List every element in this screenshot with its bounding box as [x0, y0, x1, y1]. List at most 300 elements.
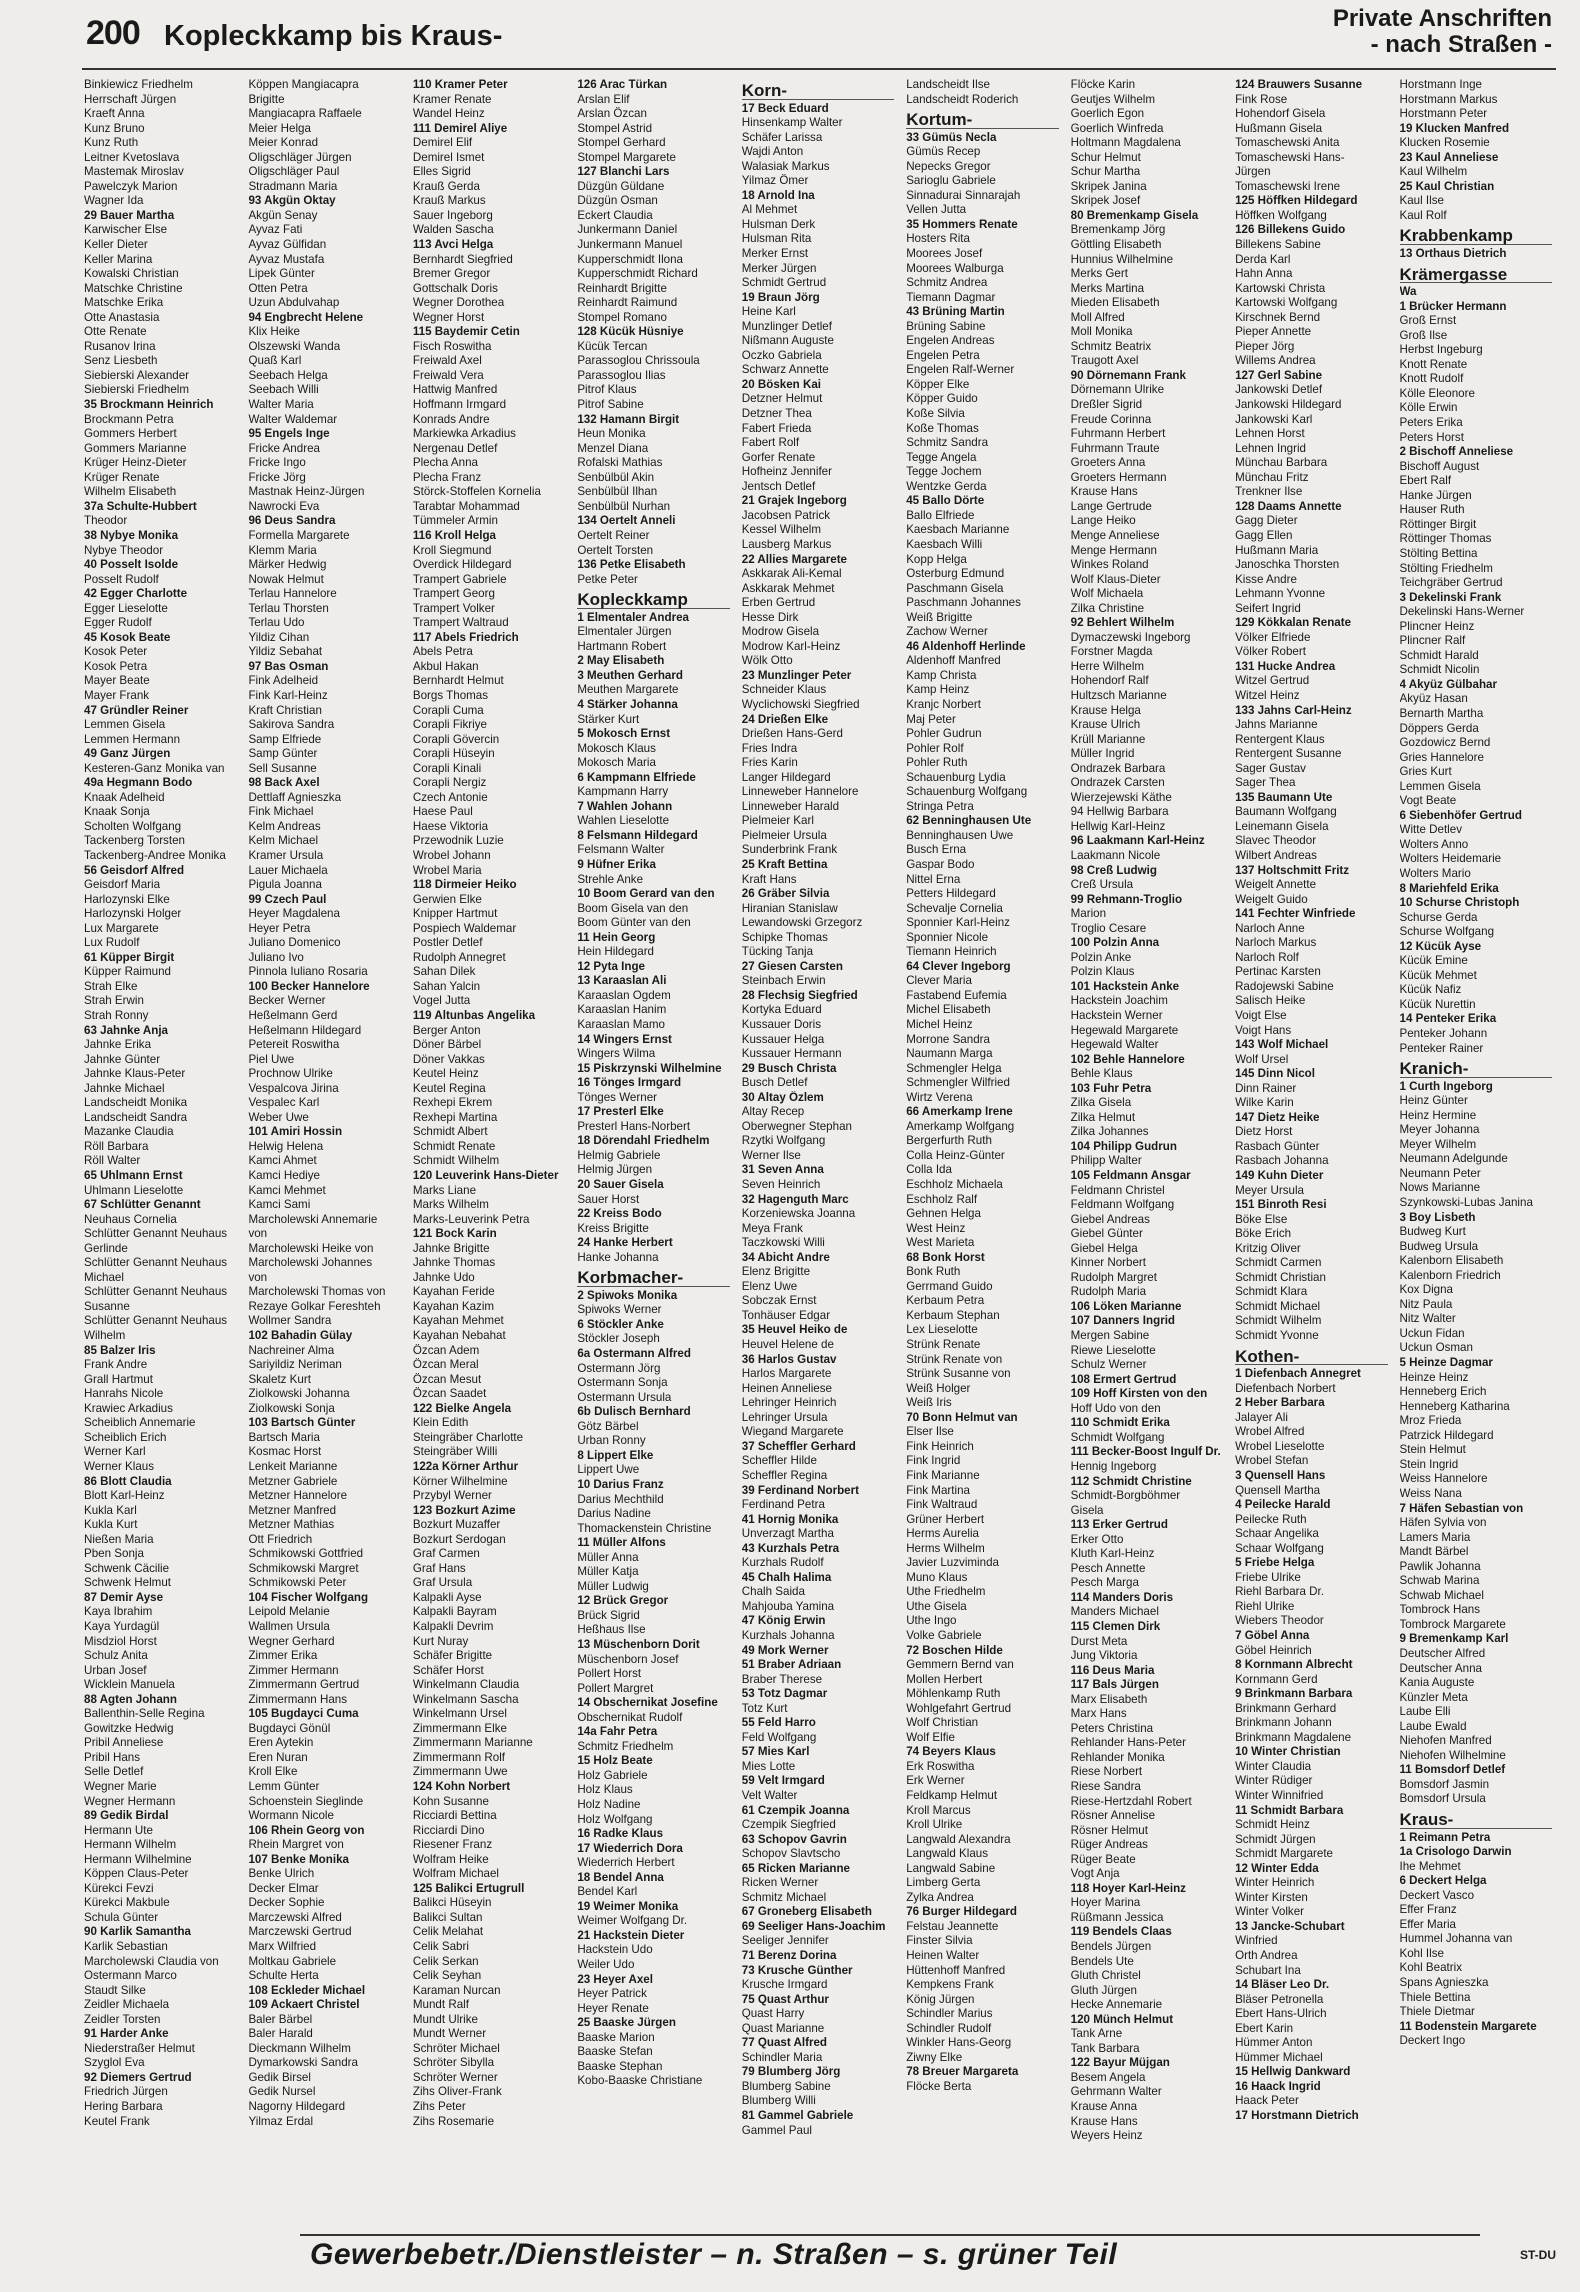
house-number-entry: 137 Holtschmitt Fritz [1235, 863, 1350, 877]
resident-entry: Feld Wolfgang [741, 1730, 817, 1744]
resident-entry: Marcholewski Annemarie [248, 1212, 378, 1226]
resident-entry: Laakmann Nicole [1070, 848, 1161, 862]
house-number-entry: 62 Benninghausen Ute [906, 814, 1032, 828]
resident-entry: Zihs Rosemarie [412, 2114, 495, 2128]
resident-entry: Kramer Ursula [248, 848, 324, 862]
house-number-entry: 41 Hornig Monika [741, 1512, 839, 1526]
resident-entry: Kussauer Doris [741, 1018, 822, 1031]
house-number-entry: 36 Harlos Gustav [741, 1352, 837, 1366]
resident-entry: Schindler Rudolf [906, 2021, 992, 2035]
resident-entry: Quaß Karl [248, 354, 302, 368]
resident-entry: Neumann Adelgunde [1399, 1152, 1508, 1166]
resident-entry: Celik Melahat [412, 1925, 484, 1939]
resident-entry: Hauser Ruth [1399, 503, 1465, 517]
resident-entry: Holz Klaus [577, 1783, 633, 1797]
resident-entry: Wegner Gerhard [248, 1634, 335, 1648]
resident-entry: Rzytki Wolfgang [741, 1134, 826, 1148]
resident-entry: Kürekci Makbule [84, 1896, 170, 1910]
resident-entry: Brinkmann Magdalene [1235, 1730, 1352, 1744]
resident-entry: Weyers Heinz [1070, 2129, 1143, 2143]
house-number-entry: 107 Benke Monika [248, 1852, 349, 1866]
resident-entry: Werner Ilse [741, 1148, 801, 1162]
resident-entry: Schäfer Brigitte [412, 1649, 493, 1663]
house-number-entry: 16 Radke Klaus [577, 1827, 664, 1841]
resident-entry: Wormann Nicole [248, 1809, 334, 1823]
resident-entry: Peilecke Ruth [1235, 1512, 1307, 1526]
resident-entry: Winkelmann Claudia [412, 1678, 520, 1692]
resident-entry: Plincner Ralf [1399, 634, 1466, 648]
resident-entry: Helmig Jürgen [577, 1163, 653, 1177]
resident-entry: Wolfram Michael [412, 1867, 499, 1881]
house-number-entry: 71 Berenz Dorina [741, 1949, 837, 1962]
resident-entry: Schmitz Beatrix [1070, 339, 1152, 353]
resident-entry: Heßhaus Ilse [577, 1623, 646, 1637]
resident-entry: Uckun Fidan [1399, 1326, 1465, 1340]
resident-entry: Juliano Domenico [248, 936, 341, 950]
house-number-entry: 118 Dirmeier Heiko [412, 878, 517, 892]
house-number-entry: 87 Demir Ayse [84, 1590, 164, 1604]
resident-entry: Köppen Claus-Peter [84, 1867, 189, 1881]
resident-entry: Zimmermann Elke [412, 1721, 507, 1735]
resident-entry: Askkarak Mehmet [741, 581, 835, 595]
resident-entry: Heuvel Helene de [741, 1338, 834, 1352]
resident-entry: Köpper Guido [906, 392, 978, 406]
resident-entry: Strehle Anke [577, 872, 644, 886]
resident-entry: Langer Hildegard [741, 770, 831, 784]
resident-entry: Hermann Wilhelmine [84, 1852, 192, 1866]
house-number-entry: 26 Gräber Silvia [741, 887, 830, 901]
resident-entry: Rehlander Hans-Peter [1070, 1736, 1186, 1750]
resident-entry: Zilka Johannes [1070, 1125, 1149, 1139]
resident-entry: Sponnier Nicole [906, 930, 989, 944]
resident-entry: Schmidt Wilhelm [412, 1154, 500, 1168]
resident-entry: Hahn Anna [1235, 267, 1293, 281]
resident-entry: Stölting Bettina [1399, 546, 1478, 560]
resident-entry: Quensell Martha [1235, 1483, 1321, 1497]
resident-entry: Gerlinde [84, 1241, 128, 1255]
resident-entry: Erben Gertrud [741, 596, 816, 610]
resident-entry: Meyer Johanna [1399, 1123, 1480, 1137]
resident-entry: Lex Lieselotte [906, 1323, 978, 1337]
house-number-entry: 91 Harder Anke [84, 2027, 169, 2041]
house-number-entry: 133 Jahns Carl-Heinz [1235, 703, 1352, 717]
resident-entry: Brüning Sabine [906, 319, 986, 333]
resident-entry: Ondrazek Barbara [1070, 761, 1166, 775]
resident-entry: Hackstein Werner [1070, 1009, 1163, 1022]
resident-entry: Narloch Anne [1235, 921, 1305, 935]
resident-entry: Winter Claudia [1235, 1759, 1312, 1773]
resident-entry: Bozkurt Muzaffer [412, 1518, 501, 1532]
resident-entry: Nowak Helmut [248, 572, 324, 586]
resident-entry: Baaske Marion [577, 2030, 655, 2044]
resident-entry: Schmikowski Margret [248, 1561, 359, 1575]
resident-entry: Ostermann Marco [84, 1969, 177, 1983]
resident-entry: Hinsenkamp Walter [741, 116, 843, 130]
resident-entry: Stringa Petra [906, 799, 974, 813]
house-number-entry: 13 Müschenborn Dorit [577, 1637, 700, 1651]
resident-entry: Pielmeier Karl [741, 814, 814, 828]
house-number-entry: 107 Danners Ingrid [1070, 1314, 1176, 1328]
resident-entry: Langwald Sabine [906, 1861, 996, 1875]
resident-entry: Tombrock Hans [1399, 1603, 1481, 1617]
resident-entry: Döppers Gerda [1399, 721, 1479, 735]
directory-column [84, 78, 236, 2200]
resident-entry: Kurzhals Rudolf [741, 1556, 824, 1570]
house-number-entry: 14a Fahr Petra [577, 1725, 658, 1739]
resident-entry: Schmengler Helga [906, 1061, 1002, 1075]
resident-entry: Kisse Andre [1235, 572, 1297, 586]
resident-entry: Senbülbül Ilhan [577, 485, 658, 499]
resident-entry: Wiebers Theodor [1235, 1614, 1324, 1628]
resident-entry: Celik Sabri [412, 1940, 469, 1953]
house-number-entry: 92 Diemers Gertrud [84, 2070, 192, 2084]
resident-entry: Mangiacapra Raffaele [248, 107, 362, 121]
resident-entry: Pitrof Klaus [577, 383, 637, 397]
house-number-entry: 11 Bodenstein Margarete [1399, 2019, 1537, 2033]
house-number-entry: 103 Fuhr Petra [1070, 1081, 1152, 1095]
resident-entry: 94 Hellwig Barbara [1070, 805, 1169, 819]
house-number-entry: 80 Bremenkamp Gisela [1070, 208, 1199, 222]
house-number-entry: 12 Pyta Inge [577, 959, 645, 973]
resident-entry: Krawiec Arkadius [84, 1401, 173, 1415]
resident-entry: West Marieta [906, 1236, 975, 1250]
house-number-entry: 76 Burger Hildegard [906, 1905, 1018, 1919]
resident-entry: Eren Nuran [248, 1750, 308, 1764]
resident-entry: Strah Erwin [84, 994, 144, 1008]
resident-entry: Kamci Mehmet [248, 1183, 326, 1197]
resident-entry: Wilbert Andreas [1235, 848, 1317, 862]
resident-entry: Schmikowski Peter [248, 1576, 347, 1590]
resident-entry: Mastnak Heinz-Jürgen [248, 485, 365, 499]
house-number-entry: 74 Beyers Klaus [906, 1745, 996, 1759]
resident-entry: Jacobsen Patrick [741, 508, 831, 522]
house-number-entry: 15 Hellwig Dankward [1235, 2065, 1351, 2079]
resident-entry: Linneweber Hannelore [741, 785, 859, 799]
resident-entry: Sakirova Sandra [248, 718, 335, 732]
resident-entry: Oertelt Reiner [577, 528, 650, 542]
resident-entry: Zimmermann Hans [248, 1692, 348, 1706]
resident-entry: Rudolph Annegret [412, 950, 506, 964]
directory-column [742, 78, 894, 2200]
resident-entry: Petters Hildegard [906, 887, 996, 901]
resident-entry: Haack Peter [1235, 2094, 1299, 2108]
resident-entry: Siebierski Friedhelm [84, 383, 190, 397]
resident-entry: Rüger Beate [1070, 1852, 1136, 1866]
resident-entry: Vespalec Karl [248, 1096, 320, 1110]
street-heading: Kopleckkamp [577, 593, 729, 609]
resident-entry: Kox Digna [1399, 1283, 1453, 1297]
resident-entry: Dieckmann Wilhelm [248, 2041, 351, 2055]
resident-entry: Reinhardt Raimund [577, 296, 678, 310]
resident-entry: Wölk Otto [741, 654, 793, 668]
resident-entry: Kücük Nafiz [1399, 983, 1462, 997]
resident-entry: Lemmen Gisela [1399, 779, 1481, 793]
house-number-entry: 18 Dörendahl Friedhelm [577, 1134, 710, 1148]
resident-entry: Heun Monika [577, 427, 646, 441]
resident-entry: Haese Paul [412, 805, 473, 819]
resident-entry: Paschmann Gisela [906, 581, 1004, 595]
house-number-entry: 67 Schlütter Genannt [84, 1198, 201, 1212]
resident-entry: Marczewski Alfred [248, 1910, 342, 1924]
house-number-entry: 85 Balzer Iris [84, 1343, 156, 1357]
house-number-entry: 118 Hoyer Karl-Heinz [1070, 1881, 1186, 1895]
house-number-entry: 90 Karlik Samantha [84, 1925, 191, 1939]
resident-entry: Yilmaz Erdal [248, 2114, 314, 2128]
resident-entry: Rhein Margret von [248, 1838, 344, 1852]
resident-entry: Schmitz Friedhelm [577, 1739, 674, 1753]
resident-entry: Knipper Hartmut [412, 907, 498, 921]
house-number-entry: 89 Gedik Birdal [84, 1809, 169, 1823]
directory-column [1071, 78, 1223, 2200]
resident-entry: Sunderbrink Frank [741, 843, 838, 857]
resident-entry: Gedik Birsel [248, 2070, 311, 2084]
house-number-entry: 43 Brüning Martin [906, 305, 1005, 319]
house-number-entry: 106 Löken Marianne [1070, 1299, 1182, 1313]
resident-entry: Merks Gert [1070, 267, 1128, 281]
resident-entry: Schmidt Albert [412, 1125, 488, 1139]
resident-entry: Schäfer Larissa [741, 130, 823, 144]
resident-entry: Tiemann Dagmar [906, 290, 996, 304]
house-number-entry: 5 Mokosch Ernst [577, 727, 671, 741]
resident-entry: Pawlik Johanna [1399, 1559, 1481, 1573]
resident-entry: Krause Helga [1070, 703, 1141, 717]
resident-entry: Vellen Jutta [906, 203, 967, 217]
house-number-entry: 121 Bock Karin [412, 1227, 497, 1241]
resident-entry: Rasbach Günter [1235, 1139, 1320, 1153]
house-number-entry: 8 Felsmann Hildegard [577, 828, 698, 842]
resident-entry: Hultzsch Marianne [1070, 688, 1167, 702]
resident-entry: Stompel Margarete [577, 150, 676, 164]
resident-entry: Detzner Thea [741, 407, 812, 421]
house-number-entry: 30 Altay Özlem [741, 1090, 824, 1104]
resident-entry: Moll Alfred [1070, 310, 1125, 324]
resident-entry: Schindler Marius [906, 2007, 993, 2021]
resident-entry: Wolters Mario [1399, 866, 1471, 880]
resident-entry: Keutel Regina [412, 1081, 486, 1095]
resident-entry: Dreßler Sigrid [1070, 398, 1143, 412]
house-number-entry: 19 Braun Jörg [741, 290, 820, 304]
resident-entry: Trampert Gabriele [412, 572, 507, 586]
resident-entry: Rösner Annelise [1070, 1809, 1156, 1823]
resident-entry: Parassoglou Ilias [577, 368, 666, 382]
resident-entry: Metzner Gabriele [248, 1474, 338, 1488]
resident-entry: Heßelmann Hildegard [248, 1023, 362, 1037]
resident-entry: Zimmermann Uwe [412, 1765, 508, 1779]
house-number-entry: 43 Kurzhals Petra [741, 1541, 840, 1555]
resident-entry: Peters Erika [1399, 416, 1463, 430]
resident-entry: Jalayer Ali [1235, 1410, 1288, 1424]
house-number-entry: 6 Kampmann Elfriede [577, 770, 696, 784]
house-number-entry: 81 Gammel Gabriele [741, 2109, 854, 2123]
resident-entry: Wyclichowski Siegfried [741, 697, 860, 711]
directory-column [1235, 78, 1387, 2200]
resident-entry: Kraeft Anna [84, 107, 145, 121]
resident-entry: Dymarkowski Sandra [248, 2056, 358, 2070]
section-title-line1: Private Anschriften [1332, 5, 1552, 32]
resident-entry: Altay Recep [741, 1105, 805, 1119]
resident-entry: Marx Wilfried [248, 1940, 317, 1953]
resident-entry: Werner Karl [84, 1445, 146, 1459]
resident-entry: Uckun Osman [1399, 1341, 1473, 1355]
resident-entry: Zimmermann Rolf [412, 1750, 505, 1764]
resident-entry: Klein Edith [412, 1416, 469, 1430]
house-number-entry: 110 Kramer Peter [412, 78, 508, 91]
resident-entry: Fries Indra [741, 741, 798, 755]
resident-entry: Groeters Hermann [1070, 470, 1167, 484]
resident-entry: Senz Liesbeth [84, 354, 158, 368]
resident-entry: Plecha Franz [412, 470, 482, 484]
resident-entry: Ricciardi Bettina [412, 1809, 497, 1823]
resident-entry: Polzin Klaus [1070, 965, 1135, 979]
resident-entry: Felsmann Walter [577, 843, 665, 857]
resident-entry: Heine Karl [741, 305, 796, 319]
resident-entry: Thiele Dietmar [1399, 2005, 1475, 2019]
resident-entry: Elmentaler Jürgen [577, 625, 672, 639]
resident-entry: Hackstein Joachim [1070, 994, 1168, 1008]
house-number-entry: 37 Scheffler Gerhard [741, 1439, 856, 1453]
house-number-entry: 115 Clemen Dirk [1070, 1619, 1161, 1633]
resident-entry: Oligschläger Jürgen [248, 150, 352, 164]
resident-entry: Mokosch Klaus [577, 741, 656, 755]
resident-entry: Deckert Ingo [1399, 2034, 1466, 2048]
resident-entry: Celik Seyhan [412, 1969, 482, 1983]
street-heading: Kranich- [1400, 1062, 1552, 1078]
house-number-entry: 125 Balikci Ertugrull [412, 1881, 525, 1895]
resident-entry: Hegewald Walter [1070, 1038, 1159, 1052]
resident-entry: Winkelmann Ursel [412, 1707, 507, 1721]
resident-entry: Fink Rose [1235, 92, 1288, 106]
resident-entry: Mollen Herbert [906, 1672, 983, 1686]
house-number-entry: 100 Polzin Anna [1070, 936, 1160, 950]
resident-entry: Bremer Gregor [412, 267, 491, 281]
resident-entry: Herre Wilhelm [1070, 659, 1145, 673]
resident-entry: Goerlich Egon [1070, 107, 1145, 121]
house-number-entry: 45 Chalh Halima [741, 1570, 832, 1584]
resident-entry: Teichgräber Gertrud [1399, 576, 1503, 590]
resident-entry: Kücük Tercan [577, 339, 648, 353]
resident-entry: Kaesbach Willi [906, 537, 983, 551]
resident-entry: Haese Viktoria [412, 819, 489, 833]
resident-entry: Petke Peter [577, 572, 638, 586]
resident-entry: Skripek Josef [1070, 194, 1141, 208]
resident-entry: Schmengler Wilfried [906, 1076, 1010, 1090]
house-number-entry: 12 Winter Edda [1235, 1861, 1319, 1875]
resident-entry: Lux Rudolf [84, 936, 140, 950]
resident-entry: Urban Ronny [577, 1434, 646, 1448]
resident-entry: Schulz Anita [84, 1649, 148, 1663]
resident-entry: Michel Elisabeth [906, 1003, 991, 1017]
resident-entry: Borgs Thomas [412, 688, 489, 702]
resident-entry: Fink Martina [906, 1483, 970, 1497]
resident-entry: Fabert Frieda [741, 421, 812, 435]
resident-entry: Lange Gertrude [1070, 499, 1152, 513]
resident-entry: Karaman Nurcan [412, 1983, 501, 1997]
resident-entry: Ballenthin-Selle Regina [84, 1707, 205, 1721]
resident-entry: Skaletz Kurt [248, 1372, 311, 1386]
resident-entry: Penteker Johann [1399, 1027, 1488, 1040]
resident-entry: Schulte Herta [248, 1969, 319, 1983]
resident-entry: Zimmermann Marianne [412, 1736, 533, 1750]
resident-entry: Steinbach Erwin [741, 974, 826, 988]
resident-entry: Tank Arne [1070, 2027, 1123, 2041]
resident-entry: Ziolkowski Sonja [248, 1401, 335, 1415]
resident-entry: Schmidt-Borgböhmer [1070, 1489, 1181, 1503]
resident-entry: Kussauer Hermann [741, 1047, 842, 1061]
house-number-entry: 29 Busch Christa [741, 1061, 837, 1075]
resident-entry: Braber Therese [741, 1672, 823, 1686]
resident-entry: Müller Katja [577, 1565, 639, 1579]
resident-entry: Pigula Joanna [248, 878, 322, 892]
resident-entry: Kupperschmidt Richard [577, 267, 698, 281]
resident-entry: Schröter Michael [412, 2041, 500, 2055]
resident-entry: Brinkmann Johann [1235, 1716, 1332, 1730]
resident-entry: Elles Sigrid [412, 165, 471, 179]
resident-entry: Kreiss Brigitte [577, 1221, 649, 1235]
resident-entry: Wentzke Gerda [906, 479, 987, 493]
resident-entry: Stöckler Joseph [577, 1332, 660, 1346]
resident-entry: Kohn Susanne [412, 1794, 489, 1808]
resident-entry: Karaaslan Mamo [577, 1018, 665, 1031]
resident-entry: Herms Wilhelm [906, 1541, 985, 1555]
resident-entry: Pielmeier Ursula [741, 828, 827, 842]
resident-entry: Rexhepi Martina [412, 1110, 498, 1124]
house-number-entry: 21 Grajek Ingeborg [741, 494, 847, 508]
resident-entry: Schopov Slavtscho [741, 1847, 841, 1861]
resident-entry: Schoenstein Sieglinde [248, 1794, 364, 1808]
resident-entry: Zimmermann Gertrud [248, 1678, 360, 1692]
resident-entry: Hoyer Marina [1070, 1896, 1141, 1910]
house-number-entry: 17 Wiederrich Dora [577, 1841, 683, 1855]
resident-entry: Jahnke Günter [84, 1052, 161, 1066]
resident-entry: Hein Hildegard [577, 945, 655, 959]
resident-entry: Krüll Marianne [1070, 732, 1146, 746]
resident-entry: Keller Marina [84, 252, 153, 266]
resident-entry: Kania Auguste [1399, 1676, 1475, 1690]
resident-entry: Maj Peter [906, 712, 956, 726]
house-number-entry: 108 Ermert Gertrud [1070, 1372, 1177, 1386]
house-number-entry: 49 Mork Werner [741, 1643, 829, 1657]
resident-entry: Blumberg Sabine [741, 2079, 831, 2093]
resident-entry: Theodor [84, 514, 128, 528]
resident-entry: Karaaslan Hanim [577, 1003, 667, 1017]
resident-entry: Leipold Melanie [248, 1605, 330, 1619]
house-number-entry: 120 Leuverink Hans-Dieter [412, 1169, 559, 1183]
resident-entry: Penteker Rainer [1399, 1041, 1484, 1055]
resident-entry: Hoffmann Irmgard [412, 398, 507, 412]
house-number-entry: 18 Arnold Ina [741, 188, 815, 202]
house-number-entry: 149 Kuhn Dieter [1235, 1169, 1324, 1183]
resident-entry: Leitner Kvetoslava [84, 150, 180, 164]
resident-entry: Binkiewicz Friedhelm [84, 78, 193, 91]
resident-entry: Lemmen Hermann [84, 732, 181, 746]
resident-entry: Trampert Volker [412, 601, 495, 615]
resident-entry: Kamci Ahmet [248, 1154, 317, 1168]
resident-entry: Merks Martina [1070, 281, 1145, 295]
resident-entry: Tücking Tanja [741, 945, 814, 959]
resident-entry: Kücük Mehmet [1399, 968, 1477, 982]
resident-entry: Kampmann Harry [577, 785, 669, 799]
resident-entry: Velt Walter [741, 1788, 798, 1802]
resident-entry: Wrobel Alfred [1235, 1425, 1305, 1439]
resident-entry: Michel Heinz [906, 1018, 973, 1031]
section-title-line2: - nach Straßen - [1370, 31, 1552, 58]
resident-entry: Samp Günter [248, 747, 318, 761]
resident-entry: Fabert Rolf [741, 436, 800, 450]
page-title: Kopleckkamp bis Kraus- [164, 20, 503, 52]
resident-entry: Weiss Nana [1399, 1486, 1462, 1500]
house-number-entry: 3 Dekelinski Frank [1399, 590, 1502, 604]
resident-entry: Riese Norbert [1070, 1765, 1143, 1779]
